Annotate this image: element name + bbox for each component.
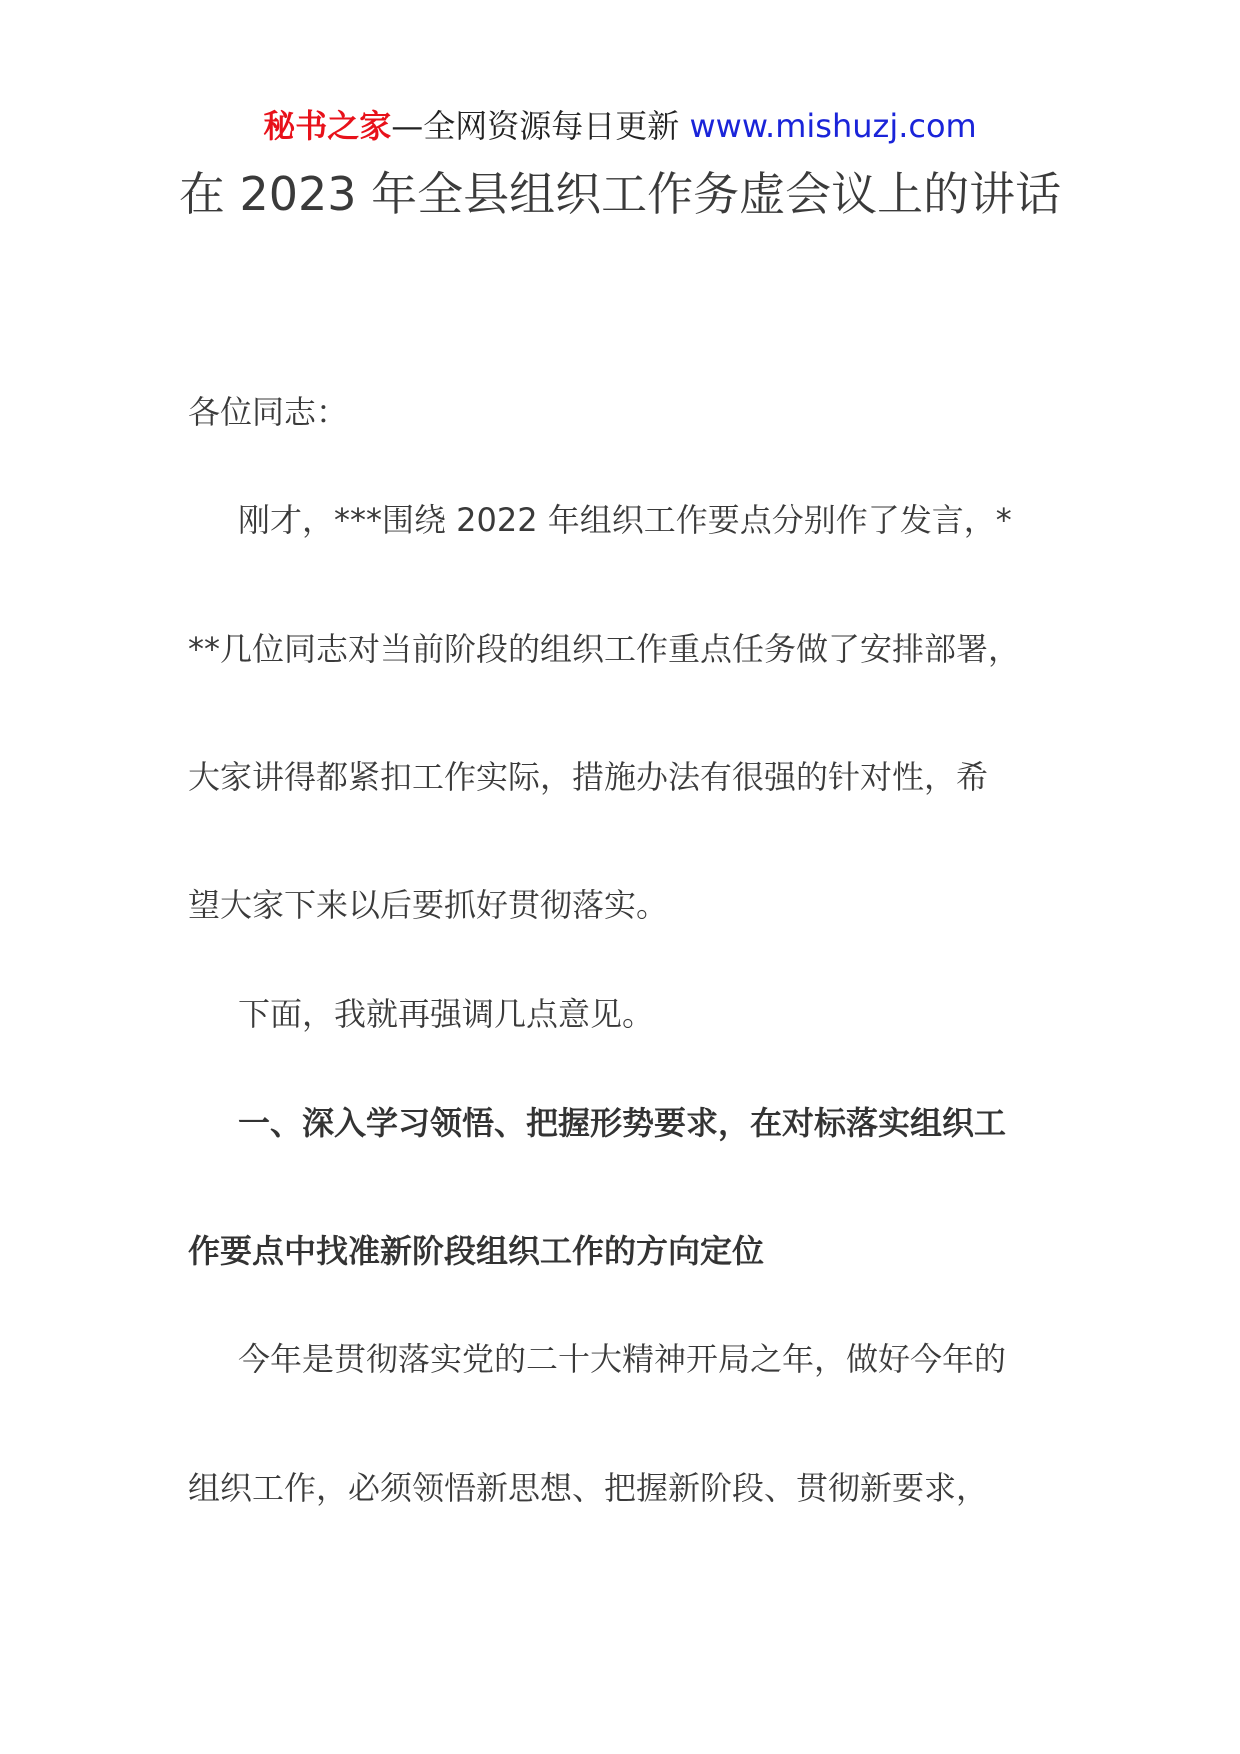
section-heading: 作要点中找准新阶段组织工作的方向定位 [188,1232,765,1270]
site-url-link[interactable]: www.mishuzj.com [689,107,977,145]
paragraph-line: **几位同志对当前阶段的组织工作重点任务做了安排部署， [188,630,1021,668]
paragraph-line: 组织工作，必须领悟新思想、把握新阶段、贯彻新要求， [188,1469,989,1507]
paragraph-line: 大家讲得都紧扣工作实际，措施办法有很强的针对性，希 [188,758,989,796]
section-heading: 一、深入学习领悟、把握形势要求，在对标落实组织工 [238,1104,1007,1142]
paragraph-line: 下面，我就再强调几点意见。 [238,995,655,1033]
document-title: 在 2023 年全县组织工作务虚会议上的讲话 [178,167,1062,221]
paragraph-line: 今年是贯彻落实党的二十大精神开局之年，做好今年的 [238,1340,1007,1378]
paragraph-line: 刚才，***围绕 2022 年组织工作要点分别作了发言，* [238,501,1012,539]
site-brand: 秘书之家 [263,107,392,145]
site-tagline: —全网资源每日更新 [391,107,680,145]
salutation: 各位同志： [188,393,349,431]
paragraph-line: 望大家下来以后要抓好贯彻落实。 [188,886,669,924]
site-header [0,104,1240,148]
